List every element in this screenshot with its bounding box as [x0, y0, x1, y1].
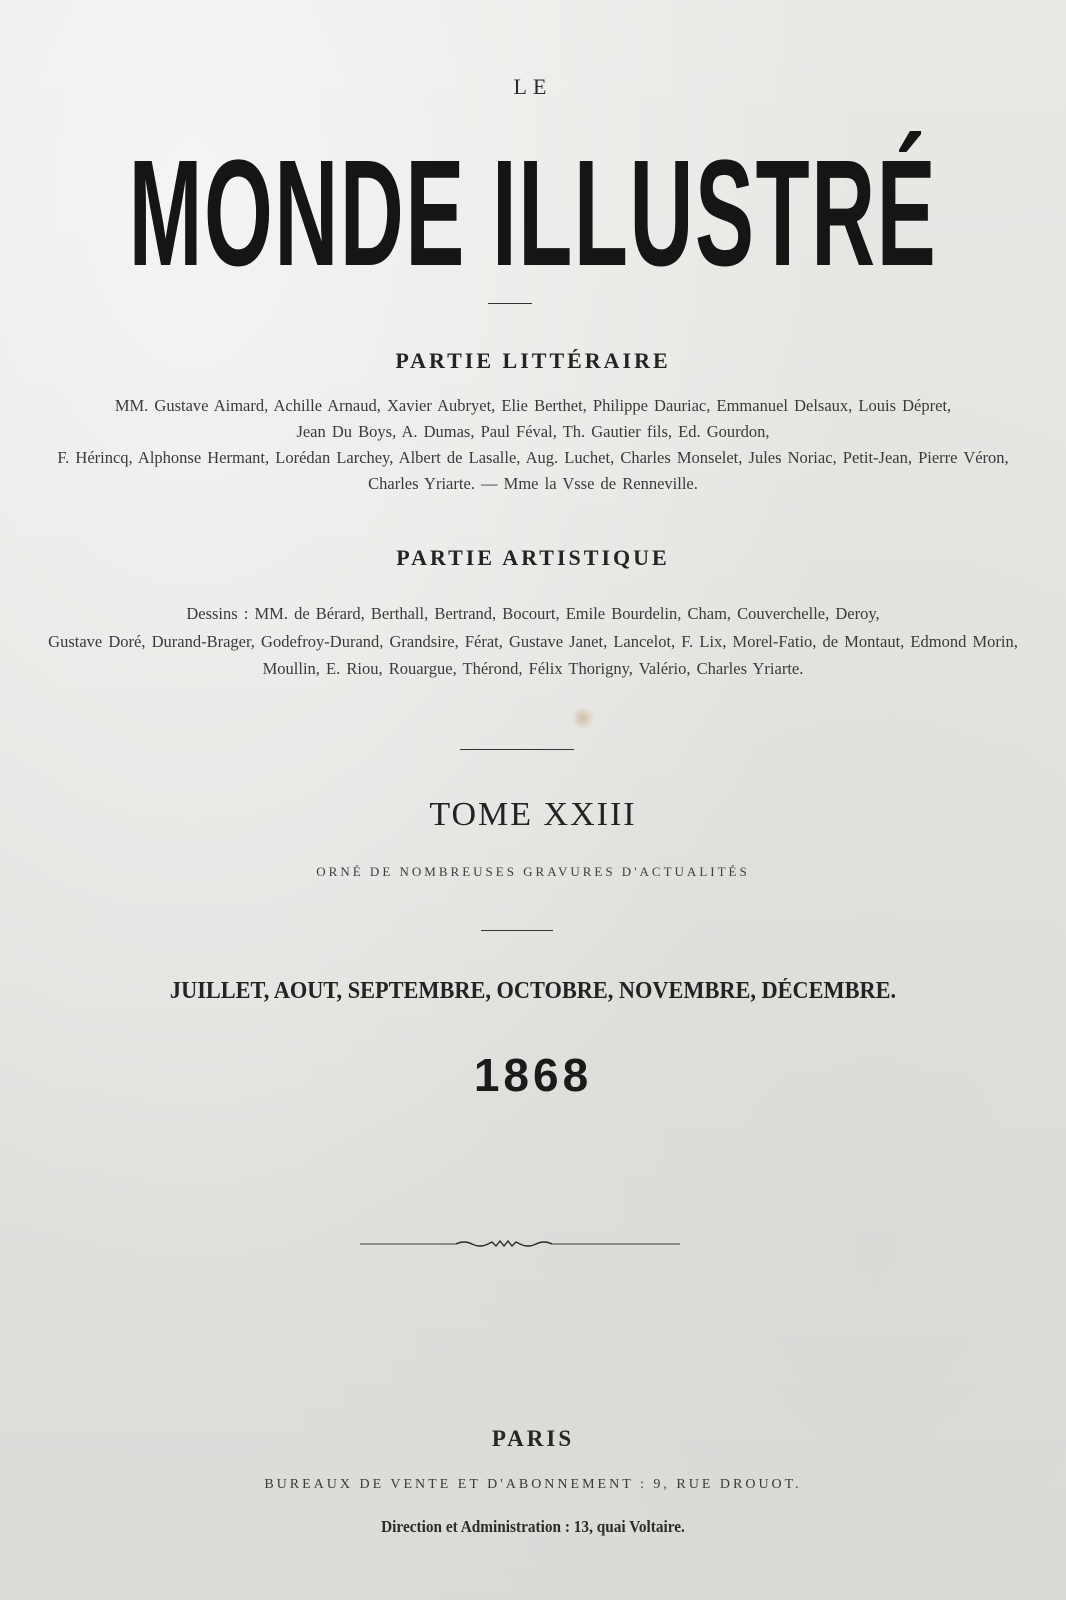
- literary-line-4: Charles Yriarte. — Mme la Vsse de Renneville.: [368, 474, 698, 493]
- divider-rule-tome: [481, 930, 553, 931]
- tome-number: TOME XXIII: [429, 796, 637, 833]
- artistic-line-3: Moullin, E. Riou, Rouargue, Thérond, Félix Thorigny, Valério, Charles Yriarte.: [262, 659, 804, 678]
- literary-heading: PARTIE LITTÉRAIRE: [395, 348, 671, 373]
- literary-line-1: MM. Gustave Aimard, Achille Arnaud, Xavier Aubryet, Elie Berthet, Philippe Dauriac, Emmanuel Delsaux, Louis Dépret,: [114, 396, 952, 415]
- literary-line-2: Jean Du Boys, A. Dumas, Paul Féval, Th. Gautier fils, Ed. Gourdon,: [296, 422, 770, 441]
- decorative-flourish: [360, 1236, 680, 1250]
- publication-year: 1868: [473, 1049, 593, 1101]
- literary-line-3: F. Hérincq, Alphonse Hermant, Lorédan Larchey, Albert de Lasalle, Aug. Luchet, Charles Monselet, Jules Noriac, Petit-Jean, Pierre Véron,: [57, 448, 1009, 467]
- artistic-line-1: Dessins : MM. de Bérard, Berthall, Bertrand, Bocourt, Emile Bourdelin, Cham, Couverchelle, Deroy,: [186, 604, 880, 623]
- masthead-pre-title: LE: [513, 74, 553, 99]
- artistic-line-2: Gustave Doré, Durand-Brager, Godefroy-Durand, Grandsire, Férat, Gustave Janet, Lancelot, F. Lix, Morel-Fatio, de Montaut, Edmond Morin,: [48, 632, 1018, 651]
- imprint-city: PARIS: [491, 1426, 575, 1451]
- imprint-offices: BUREAUX DE VENTE ET D'ABONNEMENT : 9, RUE DROUOT.: [264, 1477, 802, 1492]
- tome-subtitle: ORNÉ DE NOMBREUSES GRAVURES D'ACTUALITÉS: [316, 864, 750, 879]
- masthead-title: MONDE ILLUSTRÉ: [128, 128, 938, 298]
- divider-rule-top: [488, 303, 532, 304]
- imprint-direction: Direction et Administration : 13, quai Voltaire.: [381, 1517, 685, 1536]
- divider-rule-middle: [460, 749, 574, 750]
- paper-stain: [570, 708, 596, 728]
- artistic-heading: PARTIE ARTISTIQUE: [396, 545, 670, 570]
- publication-months: JUILLET, AOUT, SEPTEMBRE, OCTOBRE, NOVEMBRE, DÉCEMBRE.: [169, 978, 897, 1004]
